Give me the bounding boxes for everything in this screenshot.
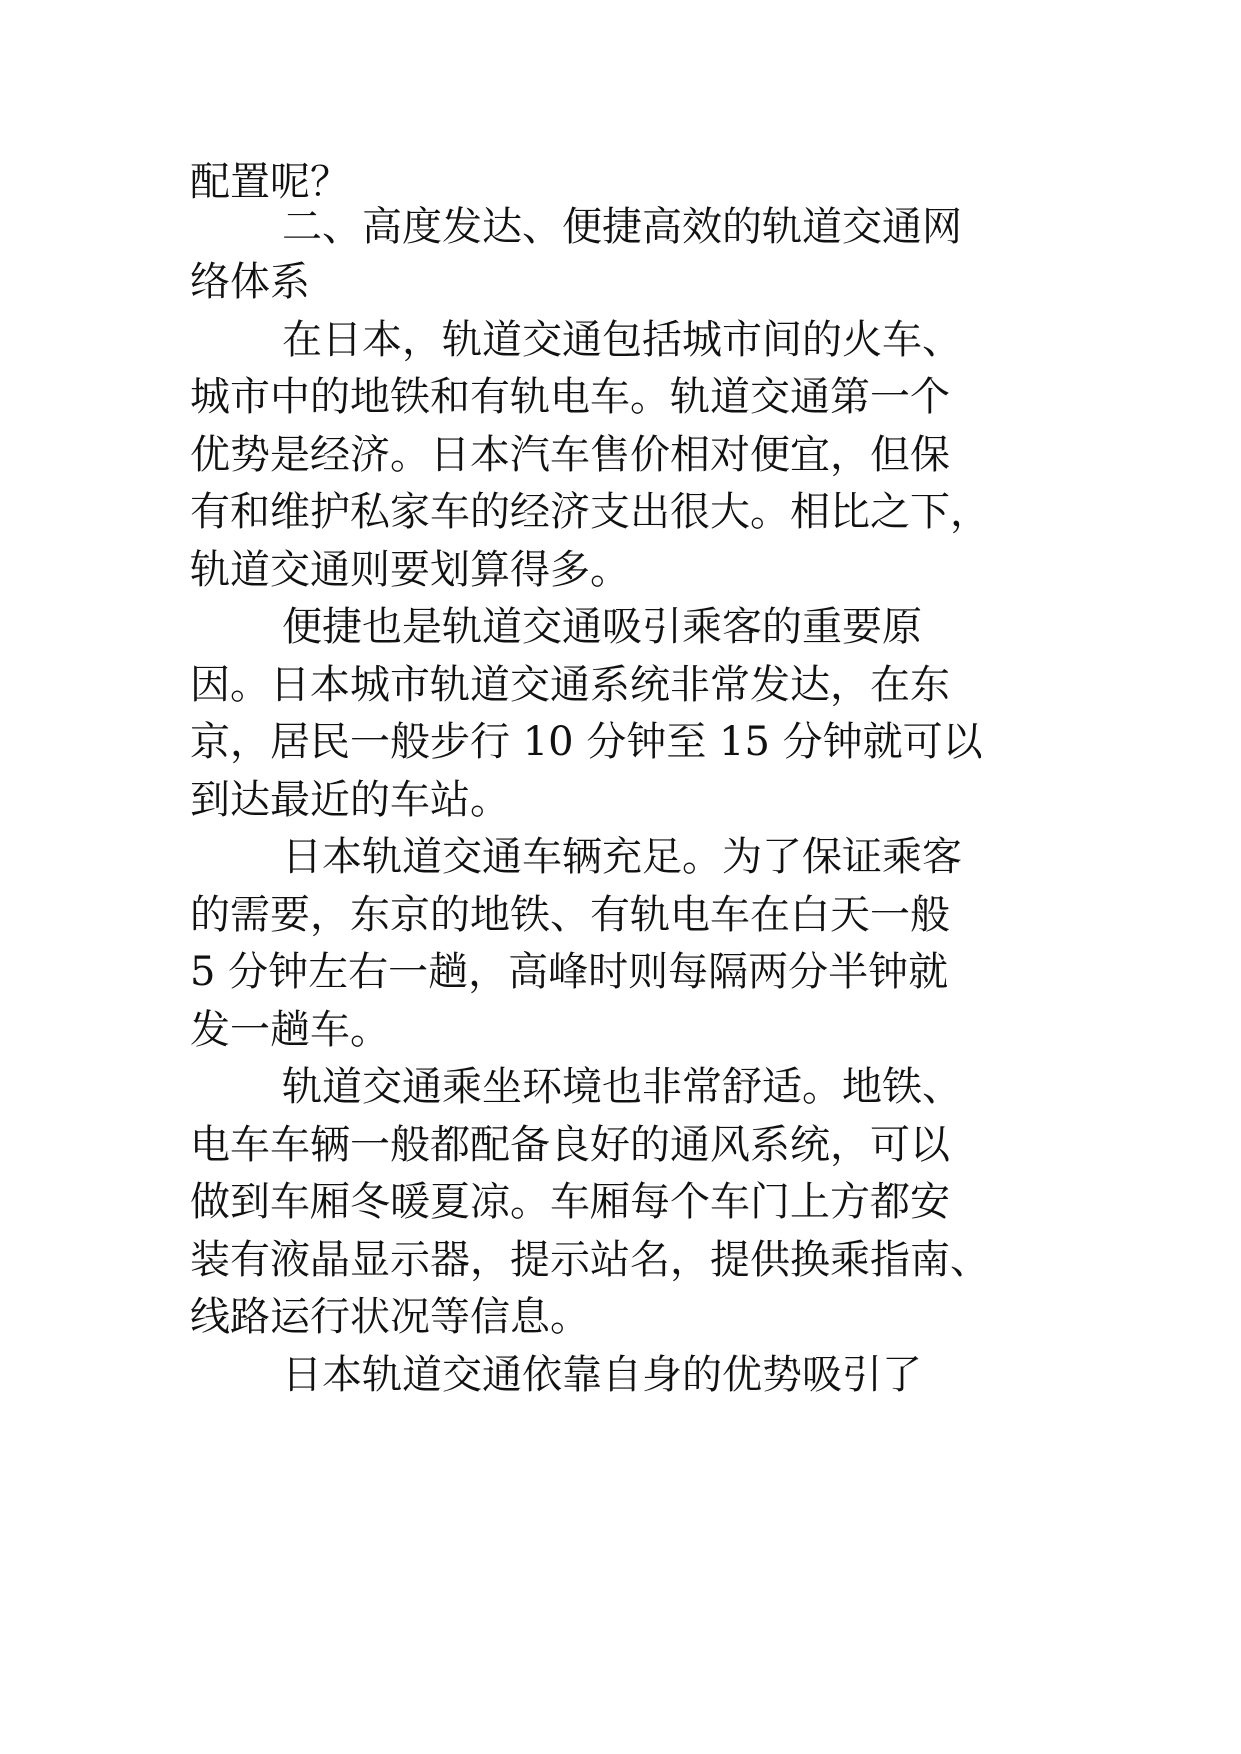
section-heading-line: 络体系 — [190, 259, 310, 305]
text-line: 的需要，东京的地铁、有轨电车在白天一般 — [190, 892, 950, 938]
text-line: 发一趟车。 — [190, 1007, 390, 1053]
text-line: 做到车厢冬暖夏凉。车厢每个车门上方都安 — [190, 1179, 950, 1225]
text-line: 到达最近的车站。 — [190, 777, 510, 823]
text-line: 有和维护私家车的经济支出很大。相比之下， — [190, 489, 990, 535]
text-line: 装有液晶显示器，提示站名，提供换乘指南、 — [190, 1237, 990, 1283]
text-line: 电车车辆一般都配备良好的通风系统，可以 — [190, 1122, 950, 1168]
text-line: 在日本，轨道交通包括城市间的火车、 — [282, 317, 962, 363]
section-heading-line: 二、高度发达、便捷高效的轨道交通网 — [282, 204, 962, 250]
text-line: 便捷也是轨道交通吸引乘客的重要原 — [282, 604, 922, 650]
text-line: 5 分钟左右一趟，高峰时则每隔两分半钟就 — [190, 949, 949, 995]
text-line: 日本轨道交通依靠自身的优势吸引了 — [282, 1352, 922, 1398]
text-line: 城市中的地铁和有轨电车。轨道交通第一个 — [190, 374, 950, 420]
text-line: 轨道交通乘坐环境也非常舒适。地铁、 — [282, 1064, 962, 1110]
text-line: 日本轨道交通车辆充足。为了保证乘客 — [282, 834, 962, 880]
text-line: 线路运行状况等信息。 — [190, 1294, 590, 1340]
text-line: 配置呢？ — [190, 159, 350, 205]
text-line: 京，居民一般步行 10 分钟至 15 分钟就可以 — [190, 719, 983, 765]
text-line: 轨道交通则要划算得多。 — [190, 547, 630, 593]
text-line: 因。日本城市轨道交通系统非常发达，在东 — [190, 662, 950, 708]
text-line: 优势是经济。日本汽车售价相对便宜，但保 — [190, 432, 950, 478]
